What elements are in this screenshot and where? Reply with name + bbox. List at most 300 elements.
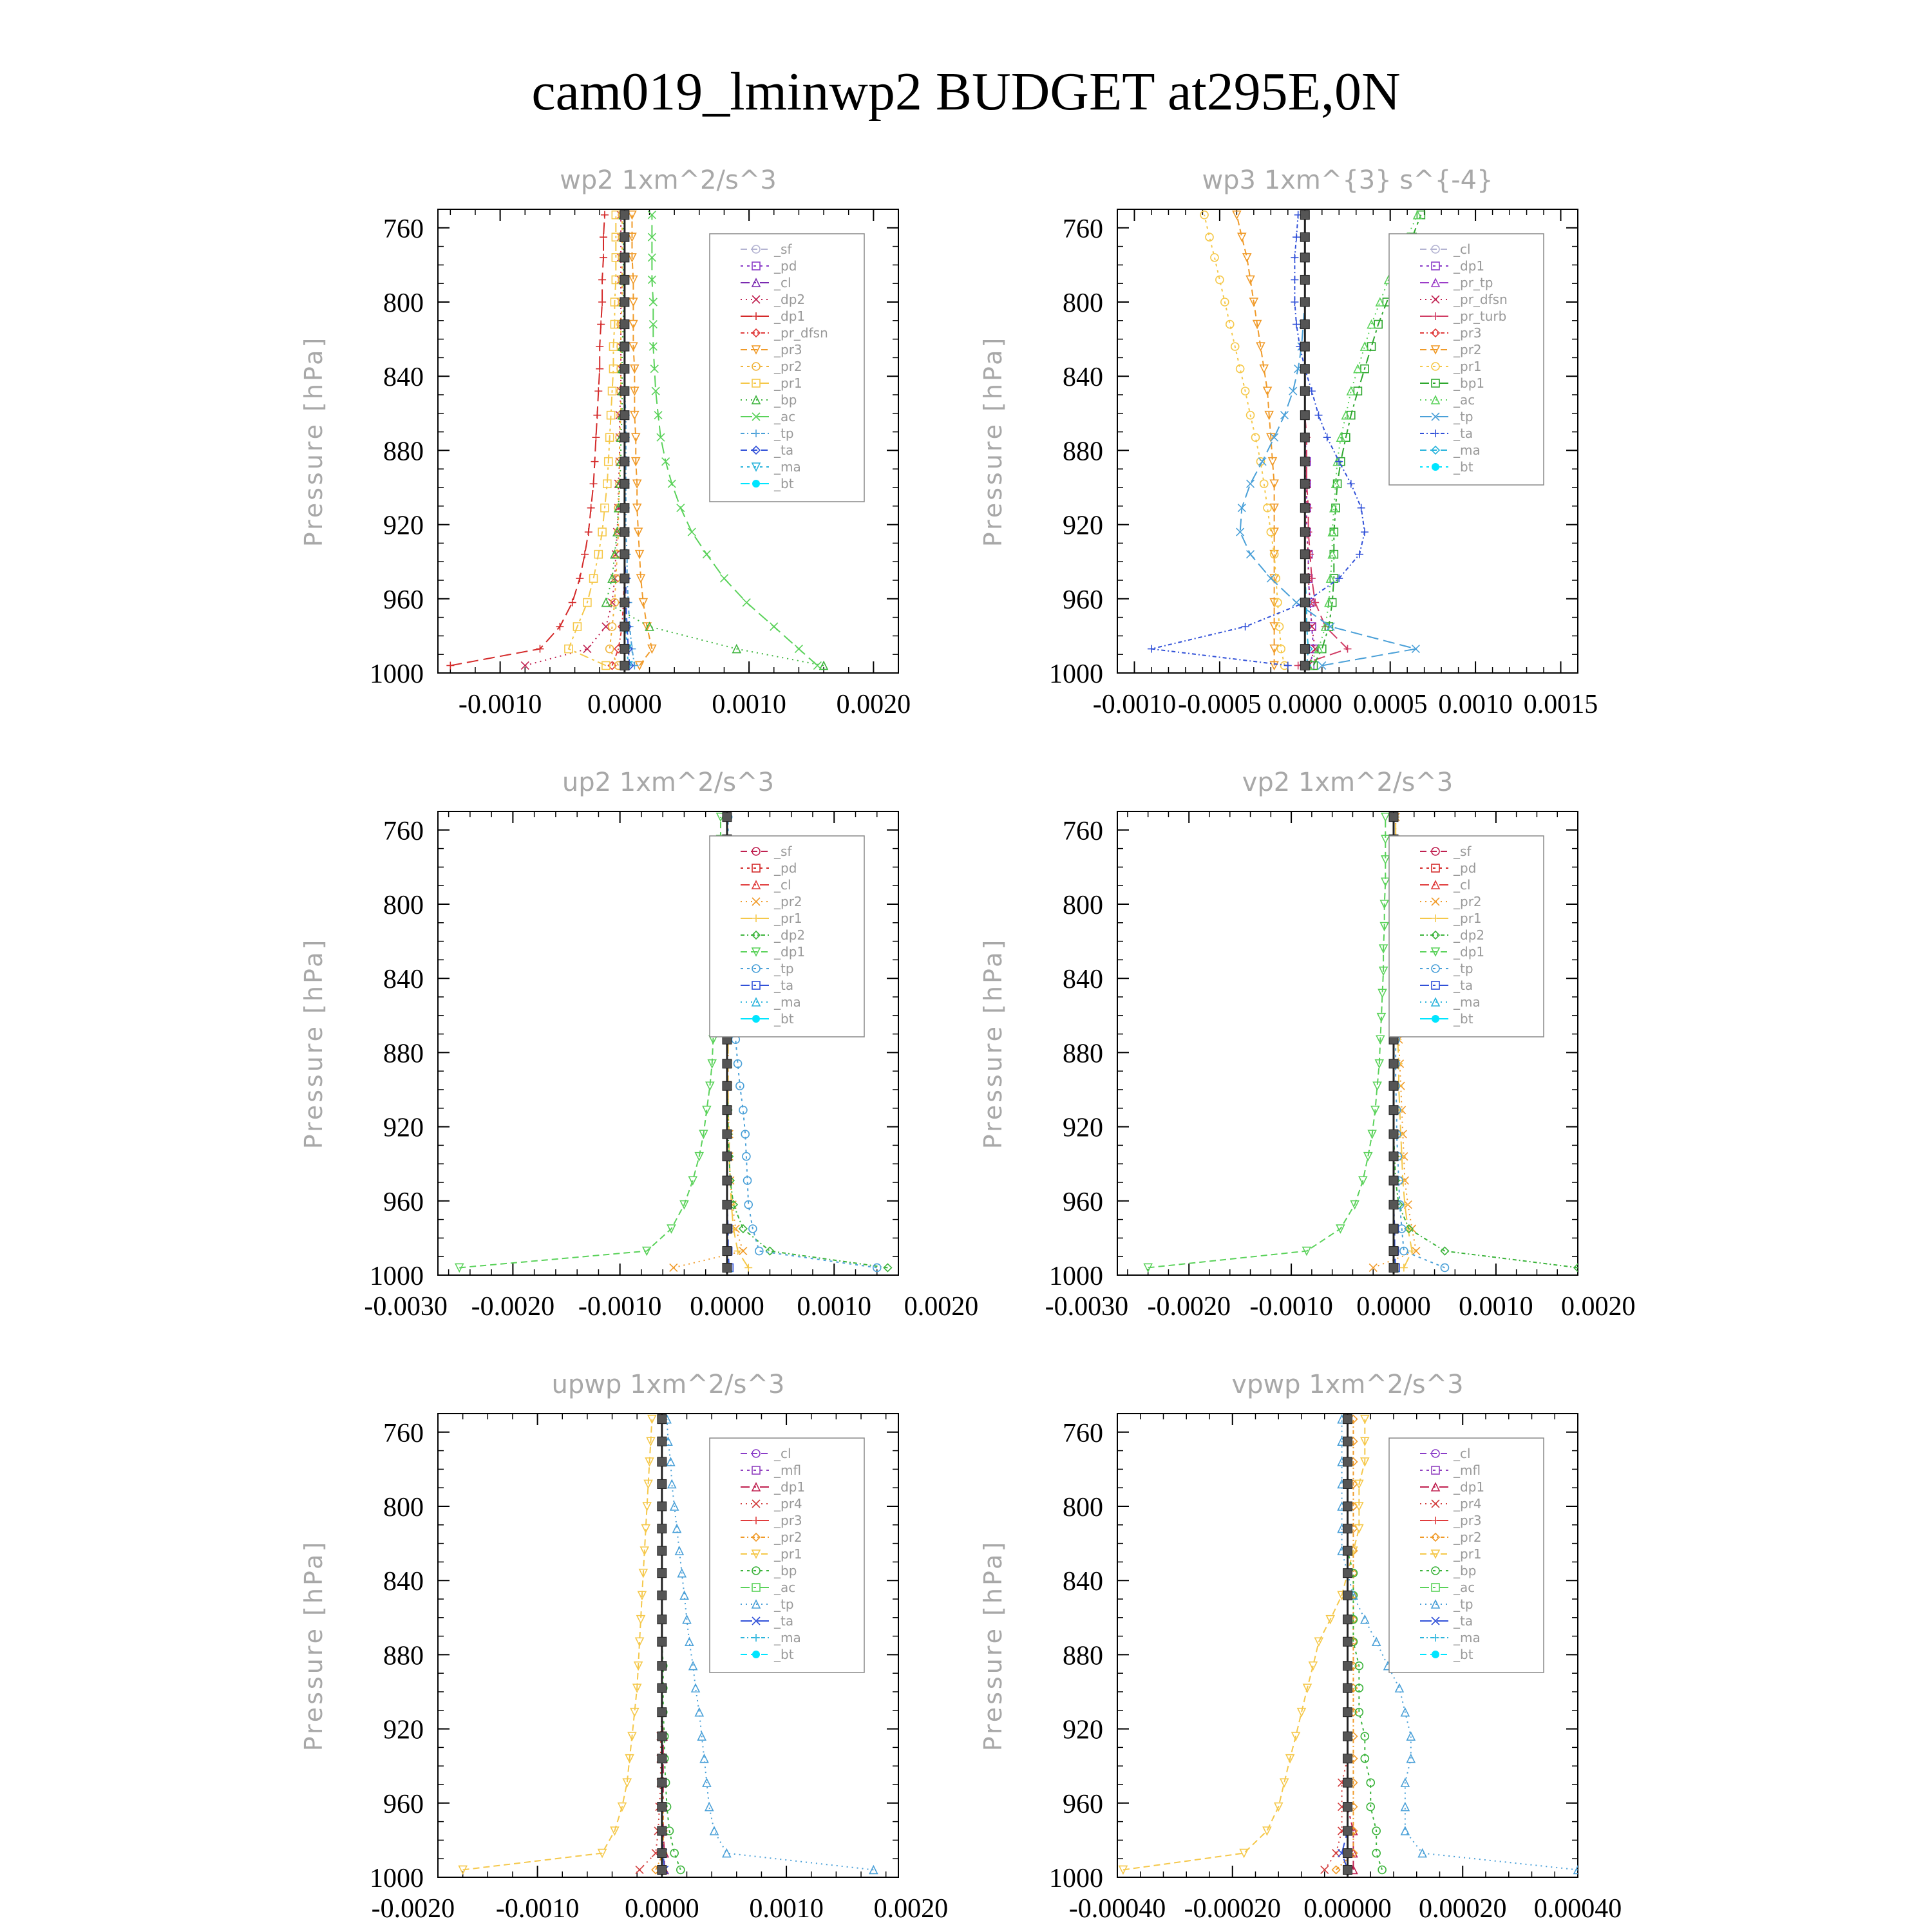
- data-point: [598, 276, 606, 283]
- legend-label: _pr1: [1454, 359, 1482, 374]
- bt-marker: [1343, 1732, 1352, 1741]
- bt-marker: [1300, 433, 1309, 442]
- legend-label: _ta: [1454, 978, 1473, 993]
- bt-marker: [620, 342, 629, 351]
- data-point: [1347, 480, 1355, 488]
- data-point: [743, 599, 750, 607]
- legend-label: _ac: [1454, 392, 1475, 408]
- series-line: [569, 215, 616, 666]
- legend-label: _cl: [1454, 877, 1471, 893]
- legend-label: _bp1: [1454, 375, 1485, 391]
- legend-label: _pr3: [774, 342, 802, 357]
- y-tick-label: 920: [383, 1715, 424, 1745]
- legend: [1389, 234, 1544, 485]
- y-tick-label: 1000: [1049, 659, 1103, 689]
- bt-marker: [1300, 320, 1309, 329]
- y-tick-label: 840: [383, 1567, 424, 1597]
- legend-label: _cl: [774, 1446, 791, 1461]
- bt-marker: [658, 1524, 667, 1533]
- y-tick-label: 960: [1063, 1789, 1103, 1819]
- legend-label: _pr1: [774, 911, 802, 926]
- bt-marker: [620, 411, 629, 420]
- bt-marker: [1343, 1754, 1352, 1763]
- legend-marker: [1432, 463, 1439, 471]
- bt-marker: [658, 1683, 667, 1692]
- bt-marker: [658, 1778, 667, 1787]
- legend-label: _cl: [1454, 1446, 1471, 1461]
- y-tick-label: 960: [383, 1187, 424, 1217]
- y-tick-label: 840: [1063, 363, 1103, 393]
- chart-panel-2: [979, 166, 1598, 719]
- series-line: [450, 215, 605, 666]
- bt-marker: [620, 232, 629, 242]
- chart-subtitle: up2 1xm^2/s^3: [562, 768, 775, 797]
- bt-marker: [1389, 1263, 1398, 1272]
- x-tick-label: 0.0000: [625, 1894, 699, 1924]
- data-point: [739, 1225, 747, 1233]
- x-tick-label: 0.0000: [690, 1292, 764, 1321]
- bt-marker: [1300, 622, 1309, 631]
- series-line: [1123, 1419, 1365, 1870]
- data-point: [701, 1755, 708, 1763]
- bt-marker: [1389, 1081, 1398, 1090]
- data-point: [744, 1264, 752, 1271]
- y-tick-label: 960: [1063, 585, 1103, 615]
- bt-marker: [723, 1200, 732, 1209]
- legend-label: _dp1: [774, 944, 806, 960]
- bt-marker: [658, 1849, 667, 1858]
- series-pr1: [459, 1416, 656, 1874]
- bt-marker: [1300, 365, 1309, 374]
- bt-marker: [620, 598, 629, 607]
- chart-panel-4: [979, 768, 1636, 1321]
- x-tick-label: -0.0005: [1178, 690, 1262, 719]
- bt-marker: [1300, 386, 1309, 395]
- bt-marker: [1300, 645, 1309, 654]
- bt-marker: [1300, 232, 1309, 242]
- x-tick-label: 0.0000: [1267, 690, 1343, 719]
- bt-marker: [658, 1615, 667, 1624]
- data-point: [596, 365, 603, 373]
- chart-panel-3: [299, 768, 978, 1321]
- bt-marker: [658, 1754, 667, 1763]
- legend-label: _sf: [1454, 844, 1472, 859]
- data-point: [1330, 504, 1338, 512]
- x-tick-label: 0.0010: [797, 1292, 871, 1321]
- bt-marker: [1343, 1708, 1352, 1717]
- x-tick-label: 0.0020: [873, 1894, 949, 1924]
- legend-label: _pr2: [1454, 894, 1482, 909]
- data-point: [696, 1709, 703, 1716]
- y-tick-label: 760: [1063, 816, 1103, 846]
- bt-marker: [1300, 457, 1309, 466]
- legend-label: _dp1: [1454, 1479, 1485, 1495]
- bt-marker: [620, 320, 629, 329]
- legend-label: _mfl: [774, 1463, 802, 1478]
- data-point: [670, 1264, 677, 1271]
- bt-marker: [658, 1803, 667, 1812]
- data-point: [677, 504, 685, 512]
- bt-marker: [658, 1479, 667, 1488]
- data-point: [720, 574, 728, 582]
- legend-label: _pr4: [1454, 1496, 1482, 1511]
- bt-marker: [1300, 661, 1309, 670]
- y-tick-label: 800: [1063, 1493, 1103, 1522]
- bt-marker: [658, 1569, 667, 1578]
- y-tick-label: 1000: [370, 659, 424, 689]
- legend-label: _dp1: [1454, 258, 1485, 274]
- legend-label: _pr_dfsn: [774, 325, 828, 341]
- data-point: [596, 343, 603, 350]
- legend: [710, 1438, 864, 1672]
- y-tick-label: 800: [383, 891, 424, 920]
- legend: [710, 234, 864, 502]
- x-tick-label: 0.0000: [587, 690, 662, 719]
- y-tick-label: 760: [383, 816, 424, 846]
- data-point: [569, 599, 576, 607]
- legend-label: _tp: [774, 426, 794, 441]
- legend-label: _ma: [1454, 994, 1481, 1010]
- bt-marker: [658, 1662, 667, 1671]
- bt-marker: [1300, 527, 1309, 536]
- y-tick-label: 1000: [370, 1864, 424, 1893]
- bt-marker: [723, 1152, 732, 1161]
- bt-marker: [1389, 1224, 1398, 1233]
- data-point: [1211, 254, 1218, 261]
- bt-marker: [620, 645, 629, 654]
- bt-marker: [723, 1263, 732, 1272]
- x-tick-label: 0.0020: [904, 1292, 979, 1321]
- data-point: [1281, 412, 1289, 419]
- legend-label: _pr3: [774, 1513, 802, 1528]
- x-tick-label: 0.0010: [1459, 1292, 1533, 1321]
- data-point: [1284, 661, 1292, 669]
- data-point: [667, 1458, 674, 1466]
- legend-label: _bt: [1454, 459, 1473, 475]
- legend-label: _dp1: [774, 308, 806, 324]
- legend-label: _bp: [1454, 1563, 1477, 1578]
- legend-label: _pd: [1454, 860, 1477, 876]
- bt-marker: [620, 211, 629, 220]
- data-point: [1323, 433, 1331, 441]
- legend: [1389, 1438, 1544, 1672]
- legend-label: _ma: [774, 1630, 801, 1645]
- legend-label: _pr4: [774, 1496, 802, 1511]
- legend-marker: [752, 1651, 760, 1658]
- bt-marker: [1343, 1803, 1352, 1812]
- data-point: [689, 1662, 697, 1670]
- data-point: [1396, 1684, 1403, 1692]
- series-pr1: [1119, 1416, 1368, 1874]
- legend-label: _bt: [1454, 1647, 1473, 1662]
- x-tick-label: 0.0010: [712, 690, 786, 719]
- legend-label: _ta: [774, 1613, 794, 1629]
- x-tick-label: -0.0020: [371, 1894, 455, 1924]
- bt-marker: [658, 1708, 667, 1717]
- data-point: [636, 1866, 643, 1873]
- legend-label: _pr_tp: [1454, 275, 1493, 290]
- legend-label: _pr2: [1454, 342, 1482, 357]
- bt-marker: [1343, 1502, 1352, 1511]
- bt-marker: [658, 1591, 667, 1600]
- y-tick-label: 760: [383, 1418, 424, 1448]
- legend-label: _bt: [1454, 1011, 1473, 1027]
- legend-label: _mfl: [1454, 1463, 1481, 1478]
- legend-label: _pr1: [1454, 1546, 1482, 1562]
- legend-label: _tp: [1454, 409, 1473, 424]
- bt-marker: [620, 504, 629, 513]
- data-point: [556, 623, 564, 630]
- bt-marker: [620, 457, 629, 466]
- x-tick-label: -0.0030: [1045, 1292, 1129, 1321]
- x-tick-label: -0.0010: [1092, 690, 1177, 719]
- chart-subtitle: vp2 1xm^2/s^3: [1242, 768, 1454, 797]
- data-point: [1291, 254, 1298, 261]
- legend-label: _cl: [1454, 242, 1471, 257]
- chart-subtitle: wp3 1xm^{3} s^{-4}: [1202, 166, 1493, 195]
- y-axis-label: Pressure [hPa]: [299, 937, 328, 1150]
- legend-label: _ma: [1454, 1630, 1481, 1645]
- bt-marker: [723, 1106, 732, 1115]
- bt-marker: [1389, 1130, 1398, 1139]
- legend-label: _cl: [774, 877, 791, 893]
- y-tick-label: 1000: [1049, 1864, 1103, 1893]
- data-point: [602, 599, 610, 607]
- chart-panel-5: [299, 1370, 948, 1924]
- data-point: [585, 528, 592, 536]
- y-axis-label: Pressure [hPa]: [299, 335, 328, 547]
- data-point: [1361, 528, 1368, 536]
- y-tick-label: 840: [383, 363, 424, 393]
- bt-marker: [620, 275, 629, 284]
- bt-marker: [620, 550, 629, 559]
- legend-marker: [752, 1015, 760, 1023]
- y-tick-label: 880: [1063, 437, 1103, 467]
- chart-subtitle: vpwp 1xm^2/s^3: [1231, 1370, 1464, 1399]
- bt-marker: [723, 1176, 732, 1185]
- y-tick-label: 760: [383, 214, 424, 244]
- bt-marker: [620, 365, 629, 374]
- legend-label: _bp: [774, 1563, 797, 1578]
- data-point: [1400, 1264, 1408, 1271]
- y-tick-label: 840: [383, 965, 424, 995]
- bt-marker: [1343, 1415, 1352, 1424]
- data-point: [1247, 480, 1255, 488]
- legend-label: _pr2: [774, 894, 802, 909]
- y-axis-label: Pressure [hPa]: [979, 1539, 1007, 1752]
- data-point: [1314, 412, 1322, 419]
- bt-marker: [1389, 1059, 1398, 1068]
- bt-marker: [1343, 1826, 1352, 1835]
- data-point: [1247, 551, 1255, 558]
- bt-marker: [1343, 1569, 1352, 1578]
- data-point: [1407, 1732, 1415, 1740]
- x-tick-label: -0.0010: [495, 1894, 580, 1924]
- bt-marker: [723, 1130, 732, 1139]
- data-point: [597, 321, 605, 328]
- bt-marker: [658, 1826, 667, 1835]
- series-lines: [1148, 211, 1425, 673]
- bt-marker: [1389, 1200, 1398, 1209]
- y-tick-label: 800: [383, 289, 424, 318]
- legend-label: _dp2: [1454, 927, 1485, 943]
- y-tick-label: 920: [1063, 1715, 1103, 1745]
- legend-label: _bt: [774, 1647, 794, 1662]
- series-bt-markers: [620, 211, 629, 673]
- data-point: [705, 1803, 713, 1811]
- legend-label: _pr1: [774, 1546, 802, 1562]
- data-point: [668, 480, 676, 488]
- y-tick-label: 920: [383, 1113, 424, 1143]
- data-point: [703, 551, 710, 558]
- series-line: [463, 1419, 652, 1870]
- bt-marker: [1300, 550, 1309, 559]
- data-point: [1148, 645, 1155, 653]
- legend-label: _bp: [774, 392, 797, 408]
- bt-marker: [1343, 1457, 1352, 1466]
- legend-label: _pr_turb: [1454, 308, 1507, 324]
- series-pr1: [1200, 211, 1288, 670]
- legend-label: _pr2: [1454, 1530, 1482, 1545]
- legend-label: _ac: [774, 409, 796, 424]
- bt-marker: [620, 527, 629, 536]
- chart-panel-1: [299, 166, 911, 719]
- legend-label: _sf: [774, 242, 792, 257]
- data-point: [592, 433, 600, 441]
- data-point: [1258, 458, 1266, 466]
- bt-marker: [658, 1732, 667, 1741]
- legend-label: _ma: [774, 459, 801, 475]
- bt-marker: [1300, 298, 1309, 307]
- legend-marker: [1432, 1651, 1439, 1658]
- y-tick-label: 880: [383, 437, 424, 467]
- panels: [299, 166, 1636, 1924]
- chart-subtitle: upwp 1xm^2/s^3: [551, 1370, 785, 1399]
- bt-marker: [1389, 1152, 1398, 1161]
- bt-marker: [1343, 1849, 1352, 1858]
- series-bt-markers: [658, 1415, 667, 1877]
- y-tick-label: 960: [1063, 1187, 1103, 1217]
- x-tick-label: 0.0000: [1356, 1292, 1431, 1321]
- data-point: [1407, 1755, 1415, 1763]
- legend-label: _sf: [774, 844, 792, 859]
- bt-marker: [1343, 1437, 1352, 1446]
- y-tick-label: 760: [1063, 214, 1103, 244]
- bt-marker: [1389, 1106, 1398, 1115]
- bt-marker: [1300, 342, 1309, 351]
- data-point: [1368, 343, 1376, 350]
- data-point: [593, 412, 601, 419]
- data-point: [583, 645, 591, 653]
- series-bt-markers: [1343, 1415, 1352, 1877]
- legend-label: _pr1: [1454, 911, 1482, 926]
- bt-marker: [723, 813, 732, 822]
- legend: [710, 836, 864, 1037]
- x-tick-label: -0.00020: [1184, 1894, 1281, 1924]
- y-tick-label: 920: [1063, 511, 1103, 541]
- data-point: [770, 623, 778, 630]
- y-tick-label: 1000: [370, 1262, 424, 1291]
- data-point: [1293, 233, 1300, 241]
- y-axis-label: Pressure [hPa]: [299, 1539, 328, 1752]
- data-point: [581, 551, 589, 558]
- bt-marker: [1389, 813, 1398, 822]
- bt-marker: [1300, 211, 1309, 220]
- bt-marker: [658, 1415, 667, 1424]
- data-point: [688, 528, 696, 536]
- data-point: [813, 661, 821, 669]
- legend-label: _dp2: [774, 292, 806, 307]
- y-tick-label: 920: [383, 511, 424, 541]
- bt-marker: [1300, 479, 1309, 488]
- x-tick-label: 0.0005: [1352, 690, 1428, 719]
- data-point: [673, 1525, 681, 1533]
- data-point: [1361, 1616, 1368, 1624]
- data-point: [795, 645, 802, 653]
- legend-label: _ta: [1454, 1613, 1473, 1629]
- legend-label: _pr_dfsn: [1454, 292, 1508, 307]
- legend-label: _pd: [774, 860, 797, 876]
- series-line: [1148, 817, 1386, 1268]
- x-tick-label: -0.0020: [471, 1292, 555, 1321]
- bt-marker: [723, 1059, 732, 1068]
- legend-marker: [1432, 1015, 1439, 1023]
- bt-marker: [1300, 504, 1309, 513]
- legend-label: _bt: [774, 476, 794, 491]
- legend: [1389, 836, 1544, 1037]
- x-tick-label: -0.0020: [1147, 1292, 1231, 1321]
- bt-marker: [620, 433, 629, 442]
- y-tick-label: 800: [1063, 289, 1103, 318]
- legend-label: _tp: [1454, 961, 1473, 976]
- x-tick-label: 0.00020: [1419, 1894, 1507, 1924]
- data-point: [601, 211, 609, 219]
- series-bt-markers: [1300, 211, 1309, 673]
- x-tick-label: 0.0020: [1561, 1292, 1636, 1321]
- data-point: [591, 458, 598, 466]
- legend-label: _pd: [774, 258, 797, 274]
- y-tick-label: 960: [383, 585, 424, 615]
- data-point: [598, 298, 606, 306]
- x-tick-label: -0.0010: [458, 690, 542, 719]
- data-point: [1242, 623, 1249, 630]
- bt-marker: [1300, 275, 1309, 284]
- series-dp1: [455, 813, 724, 1272]
- data-point: [1309, 1662, 1317, 1670]
- data-point: [1291, 276, 1298, 283]
- legend-label: _ta: [1454, 426, 1473, 441]
- data-point: [600, 233, 607, 241]
- bt-marker: [1389, 1176, 1398, 1185]
- bt-marker: [1300, 411, 1309, 420]
- data-point: [576, 574, 583, 582]
- data-point: [1408, 1247, 1416, 1255]
- y-tick-label: 800: [1063, 891, 1103, 920]
- bt-marker: [1389, 1247, 1398, 1256]
- bt-marker: [1343, 1546, 1352, 1555]
- legend-label: _pr3: [1454, 1513, 1482, 1528]
- bt-marker: [620, 386, 629, 395]
- x-tick-label: 0.0010: [1438, 690, 1513, 719]
- bt-marker: [620, 574, 629, 583]
- x-tick-label: -0.00040: [1068, 1894, 1166, 1924]
- y-tick-label: 880: [1063, 1641, 1103, 1671]
- legend-label: _bt: [774, 1011, 794, 1027]
- y-tick-label: 1000: [1049, 1262, 1103, 1291]
- bt-marker: [620, 622, 629, 631]
- legend-label: _pr3: [1454, 325, 1482, 341]
- bt-marker: [620, 253, 629, 262]
